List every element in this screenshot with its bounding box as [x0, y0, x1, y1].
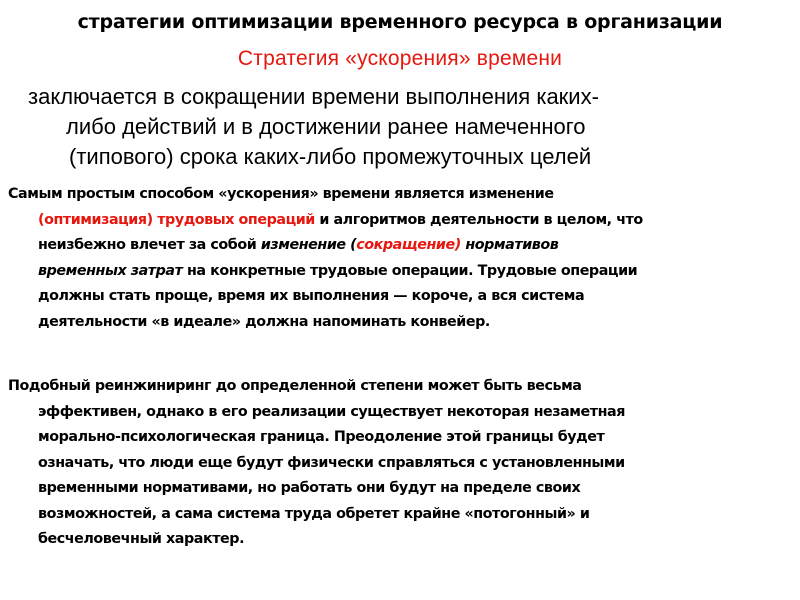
strategy-definition: [18, 82, 788, 172]
text-span: и алгоритмов деятельности в целом, что: [314, 211, 643, 228]
text-span: деятельности «в идеале» должна напоминать конвейер.: [38, 313, 490, 330]
definition-line: заключается в сокращении времени выполнения каких-: [28, 84, 599, 109]
definition-line: либо действий и в достижении ранее намеченного: [66, 114, 586, 139]
paragraph-line: временными нормативами, но работать они будут на пределе своих: [38, 480, 581, 496]
paragraph-line: Подобный реинжиниринг до определенной степени может быть весьма: [8, 378, 582, 394]
paragraph-line: [8, 284, 798, 310]
paragraph-line: [8, 233, 798, 259]
italic-text: нормативов: [460, 237, 559, 253]
text-span: должны стать проще, время их выполнения — короче, а вся система: [38, 288, 585, 304]
slide-title: стратегии оптимизации временного ресурса в организации: [77, 11, 723, 33]
text-span: неизбежно влечет за собой: [38, 237, 261, 253]
paragraph-line: [8, 208, 798, 234]
paragraph-acceleration-method: [8, 182, 798, 335]
highlighted-italic-text: сокращение): [356, 237, 461, 253]
paragraph-reengineering-limits: [8, 374, 798, 553]
text-span: Самым простым способом «ускорения» времени является изменение: [8, 186, 554, 202]
highlighted-text: (оптимизация) трудовых операций: [38, 211, 315, 228]
paragraph-line: морально-психологическая граница. Преодоление этой границы будет: [38, 429, 605, 445]
paragraph-line: [8, 259, 798, 285]
italic-text: изменение (: [260, 237, 357, 253]
paragraph-line: [8, 182, 798, 208]
paragraph-line: бесчеловечный характер.: [38, 531, 245, 547]
paragraph-line: [8, 310, 798, 336]
paragraph-line: возможностей, а сама система труда обретет крайне «потогонный» и: [38, 505, 590, 522]
strategy-subtitle: Стратегия «ускорения» времени: [237, 47, 563, 70]
definition-line: (типового) срока каких-либо промежуточных целей: [69, 144, 592, 169]
text-span: на конкретные трудовые операции. Трудовые операции: [182, 262, 638, 279]
paragraph-line: означать, что люди еще будут физически справляться с установленными: [38, 454, 625, 471]
italic-text: временных затрат: [38, 262, 183, 279]
paragraph-line: эффективен, однако в его реализации существует некоторая незаметная: [38, 403, 625, 420]
